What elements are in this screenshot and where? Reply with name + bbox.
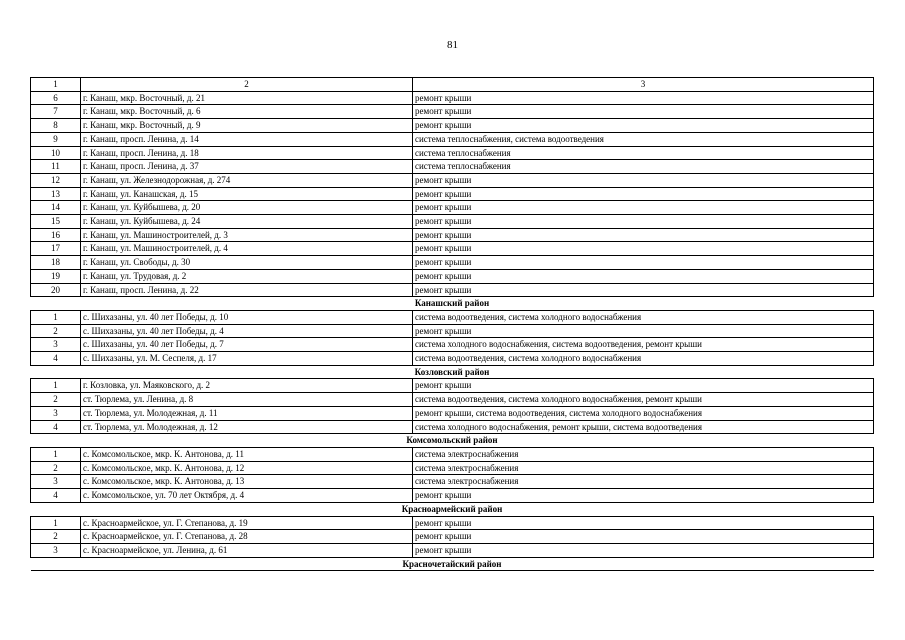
table-row	[31, 406, 874, 420]
row-address: с. Шихазаны, ул. 40 лет Победы, д. 7	[81, 338, 413, 352]
district-heading-row	[31, 297, 874, 311]
table-row	[31, 228, 874, 242]
row-address: с. Шихазаны, ул. 40 лет Победы, д. 4	[81, 324, 413, 338]
registry-table-body	[31, 78, 874, 571]
table-row	[31, 173, 874, 187]
row-address: ст. Тюрлема, ул. Молодежная, д. 11	[81, 406, 413, 420]
row-address: с. Шихазаны, ул. 40 лет Победы, д. 10	[81, 310, 413, 324]
row-number: 9	[31, 132, 81, 146]
row-number: 15	[31, 215, 81, 229]
row-number: 18	[31, 256, 81, 270]
row-number: 19	[31, 269, 81, 283]
row-works: ремонт крыши	[413, 379, 874, 393]
table-row	[31, 283, 874, 297]
row-works: система электроснабжения	[413, 475, 874, 489]
row-works: ремонт крыши	[413, 105, 874, 119]
table-row	[31, 352, 874, 366]
page-number: 81	[447, 39, 458, 51]
row-works: ремонт крыши	[413, 228, 874, 242]
row-number: 2	[31, 393, 81, 407]
district-heading-row	[31, 557, 874, 571]
row-works: ремонт крыши	[413, 530, 874, 544]
row-number: 4	[31, 352, 81, 366]
row-address: г. Канаш, мкр. Восточный, д. 6	[81, 105, 413, 119]
row-number: 3	[31, 543, 81, 557]
row-works: система теплоснабжения	[413, 160, 874, 174]
row-address: г. Канаш, просп. Ленина, д. 14	[81, 132, 413, 146]
district-heading-row	[31, 365, 874, 379]
row-number: 3	[31, 338, 81, 352]
table-row	[31, 119, 874, 133]
row-number: 1	[31, 516, 81, 530]
row-works: ремонт крыши	[413, 283, 874, 297]
district-heading: Канашский район	[31, 297, 874, 311]
row-address: ст. Тюрлема, ул. Молодежная, д. 12	[81, 420, 413, 434]
table-row	[31, 447, 874, 461]
row-address: г. Канаш, просп. Ленина, д. 37	[81, 160, 413, 174]
district-heading-row	[31, 502, 874, 516]
table-row	[31, 324, 874, 338]
row-number: 4	[31, 489, 81, 503]
table-row	[31, 543, 874, 557]
row-works: ремонт крыши	[413, 324, 874, 338]
column-header-works: 3	[413, 78, 874, 92]
row-address: с. Комсомольское, мкр. К. Антонова, д. 11	[81, 447, 413, 461]
row-number: 14	[31, 201, 81, 215]
district-heading: Красноармейский район	[31, 502, 874, 516]
table-row	[31, 338, 874, 352]
row-number: 2	[31, 461, 81, 475]
row-address: г. Канаш, ул. Железнодорожная, д. 274	[81, 173, 413, 187]
row-address: с. Красноармейское, ул. Г. Степанова, д. 19	[81, 516, 413, 530]
row-works: ремонт крыши	[413, 215, 874, 229]
row-works: система холодного водоснабжения, ремонт крыши, система водоотведения	[413, 420, 874, 434]
row-works: ремонт крыши	[413, 173, 874, 187]
table-header-row	[31, 78, 874, 92]
row-works: система теплоснабжения, система водоотведения	[413, 132, 874, 146]
row-address: г. Козловка, ул. Маяковского, д. 2	[81, 379, 413, 393]
table-row	[31, 489, 874, 503]
row-number: 1	[31, 447, 81, 461]
row-number: 7	[31, 105, 81, 119]
table-row	[31, 269, 874, 283]
row-number: 12	[31, 173, 81, 187]
table-row	[31, 516, 874, 530]
row-address: с. Красноармейское, ул. Ленина, д. 61	[81, 543, 413, 557]
row-works: ремонт крыши	[413, 543, 874, 557]
table-row	[31, 201, 874, 215]
row-address: с. Комсомольское, мкр. К. Антонова, д. 13	[81, 475, 413, 489]
district-heading-row	[31, 434, 874, 448]
row-address: с. Красноармейское, ул. Г. Степанова, д. 28	[81, 530, 413, 544]
row-address: ст. Тюрлема, ул. Ленина, д. 8	[81, 393, 413, 407]
row-address: с. Комсомольское, мкр. К. Антонова, д. 12	[81, 461, 413, 475]
row-works: система теплоснабжения	[413, 146, 874, 160]
row-number: 1	[31, 379, 81, 393]
row-number: 2	[31, 530, 81, 544]
table-row	[31, 461, 874, 475]
column-header-number: 1	[31, 78, 81, 92]
row-number: 17	[31, 242, 81, 256]
row-number: 3	[31, 406, 81, 420]
row-number: 11	[31, 160, 81, 174]
row-address: г. Канаш, просп. Ленина, д. 22	[81, 283, 413, 297]
row-works: система электроснабжения	[413, 461, 874, 475]
row-works: ремонт крыши	[413, 256, 874, 270]
table-row	[31, 160, 874, 174]
row-address: с. Шихазаны, ул. М. Сеспеля, д. 17	[81, 352, 413, 366]
row-address: г. Канаш, просп. Ленина, д. 18	[81, 146, 413, 160]
row-works: система холодного водоснабжения, система водоотведения, ремонт крыши	[413, 338, 874, 352]
table-row	[31, 132, 874, 146]
table-row	[31, 420, 874, 434]
row-works: ремонт крыши	[413, 269, 874, 283]
row-works: система водоотведения, система холодного водоснабжения, ремонт крыши	[413, 393, 874, 407]
row-works: система водоотведения, система холодного водоснабжения	[413, 310, 874, 324]
table-row	[31, 475, 874, 489]
row-works: ремонт крыши	[413, 91, 874, 105]
row-number: 10	[31, 146, 81, 160]
table-row	[31, 530, 874, 544]
row-address: с. Комсомольское, ул. 70 лет Октября, д. 4	[81, 489, 413, 503]
table-row	[31, 242, 874, 256]
row-address: г. Канаш, мкр. Восточный, д. 9	[81, 119, 413, 133]
registry-table	[30, 77, 874, 571]
row-number: 20	[31, 283, 81, 297]
row-address: г. Канаш, мкр. Восточный, д. 21	[81, 91, 413, 105]
table-row	[31, 256, 874, 270]
row-number: 4	[31, 420, 81, 434]
table-row	[31, 91, 874, 105]
row-works: ремонт крыши	[413, 516, 874, 530]
district-heading: Козловский район	[31, 365, 874, 379]
row-works: ремонт крыши, система водоотведения, система холодного водоснабжения	[413, 406, 874, 420]
row-address: г. Канаш, ул. Машиностроителей, д. 3	[81, 228, 413, 242]
row-address: г. Канаш, ул. Трудовая, д. 2	[81, 269, 413, 283]
table-row	[31, 215, 874, 229]
row-number: 16	[31, 228, 81, 242]
column-header-address: 2	[81, 78, 413, 92]
row-address: г. Канаш, ул. Свободы, д. 30	[81, 256, 413, 270]
row-number: 2	[31, 324, 81, 338]
district-heading: Комсомольский район	[31, 434, 874, 448]
table-row	[31, 379, 874, 393]
row-works: система электроснабжения	[413, 447, 874, 461]
row-works: система водоотведения, система холодного водоснабжения	[413, 352, 874, 366]
table-row	[31, 310, 874, 324]
row-works: ремонт крыши	[413, 489, 874, 503]
row-address: г. Канаш, ул. Куйбышева, д. 24	[81, 215, 413, 229]
row-number: 3	[31, 475, 81, 489]
row-works: ремонт крыши	[413, 242, 874, 256]
row-address: г. Канаш, ул. Канашская, д. 15	[81, 187, 413, 201]
row-number: 1	[31, 310, 81, 324]
row-number: 13	[31, 187, 81, 201]
table-row	[31, 393, 874, 407]
table-row	[31, 146, 874, 160]
table-row	[31, 105, 874, 119]
row-address: г. Канаш, ул. Машиностроителей, д. 4	[81, 242, 413, 256]
row-number: 6	[31, 91, 81, 105]
table-row	[31, 187, 874, 201]
row-works: ремонт крыши	[413, 119, 874, 133]
row-address: г. Канаш, ул. Куйбышева, д. 20	[81, 201, 413, 215]
row-number: 8	[31, 119, 81, 133]
row-works: ремонт крыши	[413, 187, 874, 201]
row-works: ремонт крыши	[413, 201, 874, 215]
district-heading: Красночетайский район	[31, 557, 874, 571]
